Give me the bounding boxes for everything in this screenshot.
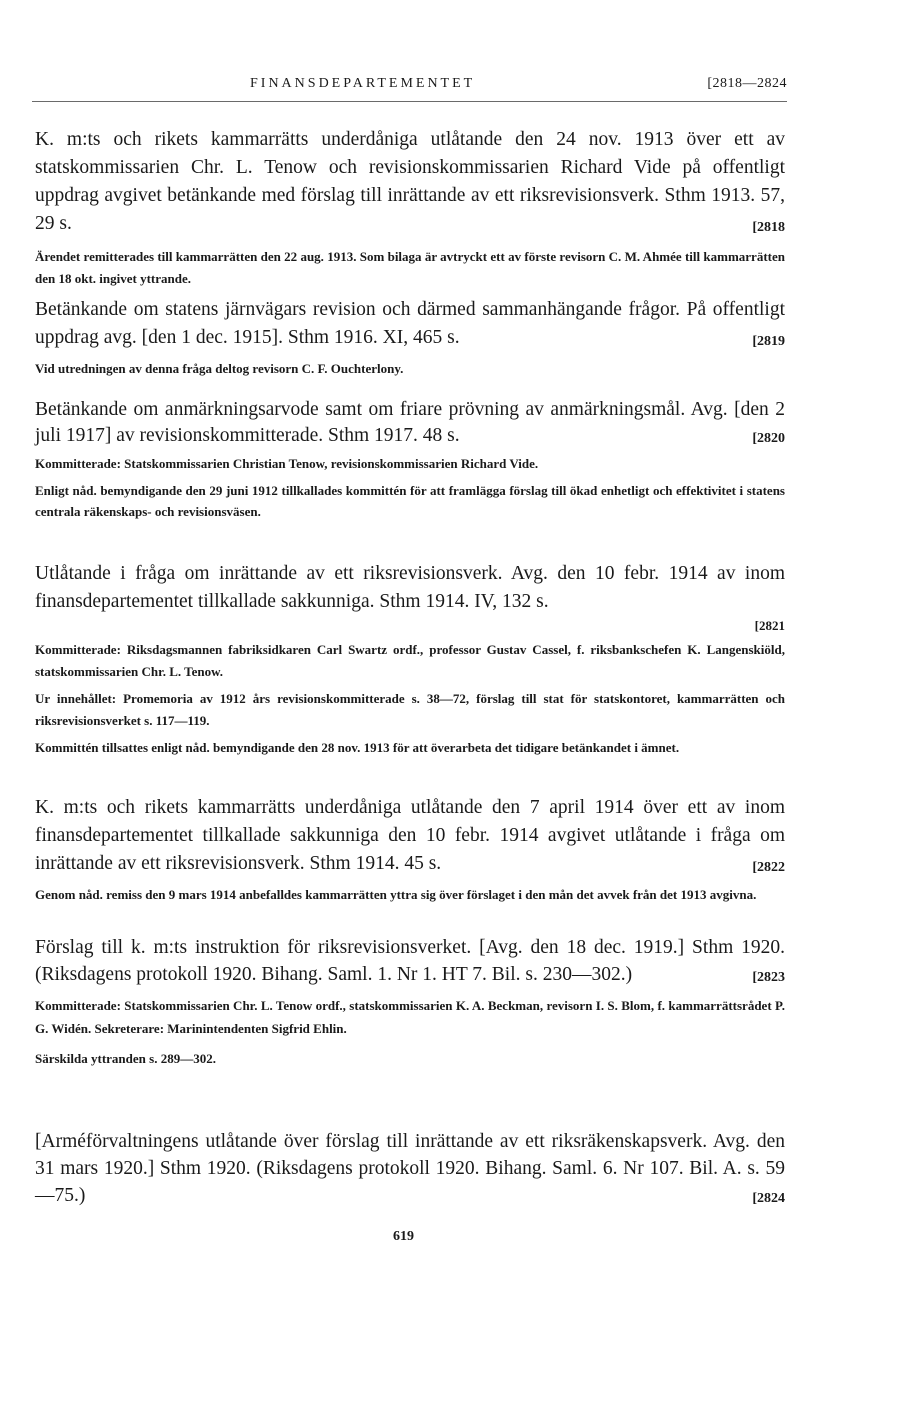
entry-title: K. m:ts och rikets kammarrätts underdåniga utlåtande den 7 april 1914 över ett av inom finansdepartementet tillkallade sakkunniga den 10 febr. 1914 avgivet utlåtande i fråga om inrättande av ett riksrevisionsverk. Sthm 1914. 45 s.	[35, 797, 785, 874]
entry-note: Kommitterade: Statskommissarien Chr. L. Tenow ordf., statskommissarien K. A. Beckman, revisorn I. S. Blom, f. kammarrättsrådet P. G. Widén. Sekreterare: Marinintendenten Sigfrid Ehlin.	[35, 998, 785, 1036]
entry-2823	[35, 934, 785, 1070]
entry-main-text	[35, 560, 785, 616]
header-range: [2818—2824	[707, 76, 787, 91]
entry-number	[35, 616, 785, 636]
page-number: 619	[393, 1229, 414, 1244]
entry-note: Kommittén tillsattes enligt nåd. bemyndigande den 28 nov. 1913 för att överarbeta det tidigare betänkandet i ämnet.	[35, 740, 680, 755]
entry-2820	[35, 397, 785, 522]
entry-main-text	[35, 296, 785, 352]
entry-number: [2818	[752, 220, 785, 235]
entry-title: Betänkande om anmärkningsarvode samt om friare prövning av anmärkningsmål. Avg. [den 2 juli 1917] av revisionskommitterade. Sthm 1917. 48 s.	[35, 399, 785, 446]
entry-main-text	[35, 1128, 785, 1209]
entry-main-text	[35, 934, 785, 988]
entry-number: [2822	[752, 860, 785, 875]
entry-title: [Arméförvaltningens utlåtande över förslag till inrättande av ett riksräkenskapsverk. Avg. den 31 mars 1920.] Sthm 1920. (Riksdagens protokoll 1920. Bihang. Saml. 6. Nr 107. Bil. A. s. 59—75.)	[35, 1131, 785, 1206]
entry-title: Förslag till k. m:ts instruktion för riksrevisionsverket. [Avg. den 18 dec. 1919.] Sthm 1920. (Riksdagens protokoll 1920. Bihang. Saml. 1. Nr 1. HT 7. Bil. s. 230—302.)	[35, 937, 785, 985]
entry-note: Ärendet remitterades till kammarrätten den 22 aug. 1913. Som bilaga är avtryckt ett av förste revisorn C. M. Ahmée till kammarrätten den 18 okt. ingivet yttrande.	[35, 249, 785, 286]
entry-note: Vid utredningen av denna fråga deltog revisorn C. F. Ouchterlony.	[35, 361, 404, 376]
entry-title: Utlåtande i fråga om inrättande av ett riksrevisionsverk. Avg. den 10 febr. 1914 av inom finansdepartementet tillkallade sakkunniga. Sthm 1914. IV, 132 s.	[35, 563, 785, 612]
entry-number: [2820	[752, 431, 785, 446]
entry-main-text	[35, 397, 785, 449]
entry-number: [2819	[752, 334, 785, 349]
entry-2824	[35, 1128, 785, 1209]
entry-main-text	[35, 126, 785, 238]
entry-2819	[35, 296, 785, 380]
header-title: FINANSDEPARTEMENTET	[250, 76, 476, 91]
entry-title: K. m:ts och rikets kammarrätts underdåniga utlåtande den 24 nov. 1913 över ett av statskommissarien Chr. L. Tenow och revisionskommissarien Richard Vide på offentligt uppdrag avgivet betänkande med förslag till inrättande av ett riksrevisionsverk. Sthm 1913. 57, 29 s.	[35, 129, 785, 234]
entry-note: Särskilda yttranden s. 289—302.	[35, 1051, 216, 1066]
entry-note: Enligt nåd. bemyndigande den 29 juni 1912 tillkallades kommittén för att framlägga förslag till ökad enhetligt och effektivitet i statens centrala räkenskaps- och revisionsväsen.	[35, 483, 785, 519]
entry-note: Ur innehållet: Promemoria av 1912 års revisionskommitterade s. 38—72, förslag till stat för statskontoret, kammarrätten och riksrevisionsverket s. 117—119.	[35, 691, 785, 728]
entry-note: Genom nåd. remiss den 9 mars 1914 anbefalldes kammarrätten yttra sig över förslaget i den mån det avvek från det 1913 avgivna.	[35, 887, 757, 902]
entry-number: [2824	[752, 1191, 785, 1206]
entry-2821	[35, 560, 785, 759]
entry-main-text	[35, 794, 785, 878]
entry-2822	[35, 794, 785, 906]
entry-number: [2823	[752, 970, 785, 985]
entry-number-text: [2821	[754, 618, 785, 633]
entry-title: Betänkande om statens järnvägars revision och därmed sammanhängande frågor. På offentligt uppdrag avg. [den 1 dec. 1915]. Sthm 1916. XI, 465 s.	[35, 299, 785, 348]
entry-note: Kommitterade: Riksdagsmannen fabriksidkaren Carl Swartz ordf., professor Gustav Cassel, f. riksbankschefen K. Langenskiöld, statskommissarien Chr. L. Tenow.	[35, 642, 785, 679]
entry-note: Kommitterade: Statskommissarien Christian Tenow, revisionskommissarien Richard Vide.	[35, 456, 539, 471]
header-rule	[32, 101, 787, 102]
entry-2818	[35, 126, 785, 290]
